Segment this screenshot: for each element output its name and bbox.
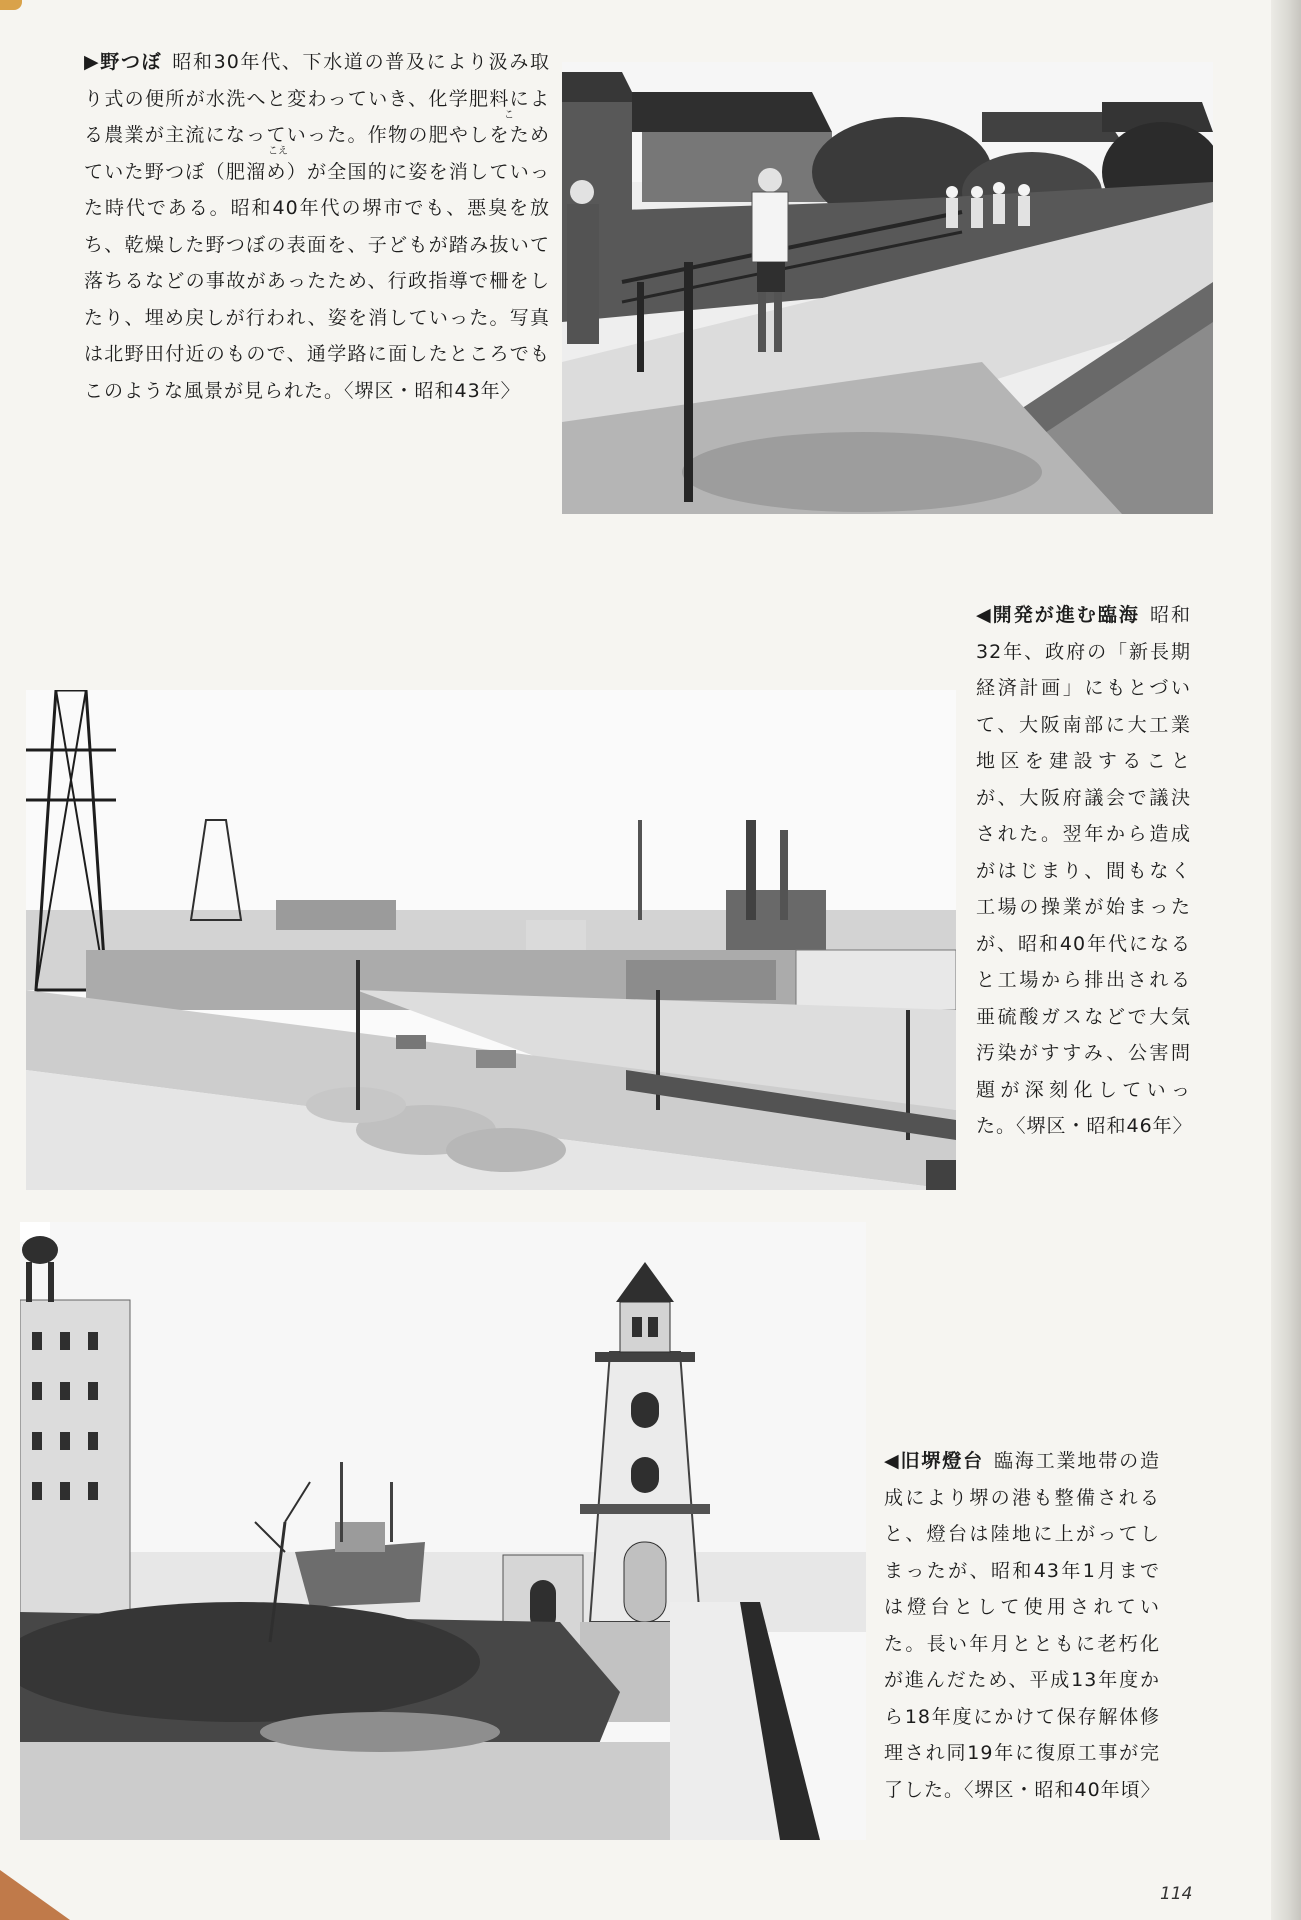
photo-lighthouse-svg <box>20 1222 866 1840</box>
page-edge <box>1271 0 1301 1920</box>
ruby-koe: こえ <box>268 146 288 157</box>
caption-notsubo-body: 昭和30年代、下水道の普及により汲み取り式の便所が水洗へと変わっていき、化学肥料による農業が主流になっていった。作物の肥やしをためていた野つぼ（肥溜め）が全国的に姿を消していった時代である。昭和40年代の堺市でも、悪臭を放ち、乾燥した野つぼの表面を、子どもが踏み抜いて落ちるなどの事故があったため、行政指導で柵をしたり、埋め戻しが行われ、姿を消していった。写真は北野田付近のもので、通学路に面したところでもこのような風景が見られた。〈堺区・昭和43年〉 <box>84 51 550 402</box>
photo-notsubo-path <box>562 62 1213 514</box>
photo-notsubo-path-svg <box>562 62 1213 514</box>
corner-tab <box>0 0 22 10</box>
caption-lighthouse-heading: ◀旧堺燈台 <box>884 1450 984 1472</box>
photo-rinkai-industry-svg <box>26 690 956 1190</box>
photo-rinkai-industry <box>26 690 956 1190</box>
caption-lighthouse <box>884 1443 1160 1808</box>
caption-rinkai <box>976 597 1191 1145</box>
desk-corner <box>0 1870 70 1920</box>
caption-lighthouse-body: 臨海工業地帯の造成により堺の港も整備されると、燈台は陸地に上がってしまったが、昭和43年1月までは燈台として使用されていた。長い年月とともに老朽化が進んだため、平成13年度から18年度にかけて保存解体修理され同19年に復原工事が完了した。〈堺区・昭和40年頃〉 <box>884 1450 1161 1801</box>
page-number: 114 <box>1160 1884 1193 1904</box>
photo-lighthouse <box>20 1222 866 1840</box>
caption-notsubo <box>84 44 550 409</box>
ruby-ko: こ <box>504 110 514 121</box>
caption-notsubo-heading: ▶野つぼ <box>84 51 163 73</box>
caption-rinkai-heading: ◀開発が進む臨海 <box>976 604 1140 626</box>
caption-rinkai-body: 昭和32年、政府の「新長期経済計画」にもとづいて、大阪南部に大工業地区を建設することが、大阪府議会で議決された。翌年から造成がはじまり、間もなく工場の操業が始まったが、昭和40年代になると工場から排出される亜硫酸ガスなどで大気汚染がすすみ、公害問題が深刻化していった。〈堺区・昭和46年〉 <box>976 604 1193 1137</box>
